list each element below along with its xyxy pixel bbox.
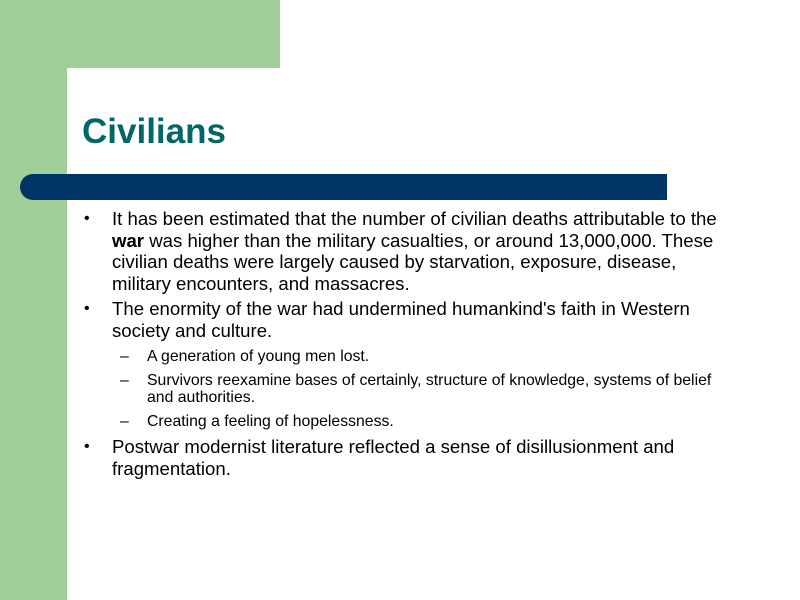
green-side-band: [0, 0, 67, 600]
slide-content: [80, 208, 740, 479]
bullet-text: The enormity of the war had undermined humankind's faith in Western society and culture.: [112, 298, 690, 341]
dash-icon: –: [120, 348, 129, 365]
bullet-text-part: was higher than the military casualties, or around 13,000,000. These civilian deaths were largely caused by starvation, exposure, disease, military encounters, and massacres.: [112, 229, 714, 294]
sub-bullet-item: [80, 413, 740, 431]
sub-bullet-item: [80, 372, 740, 407]
bullet-bold-word: war: [112, 229, 145, 251]
dash-icon: –: [120, 412, 129, 430]
bullet-dot-icon: •: [84, 210, 90, 227]
bullet-enormity: [80, 298, 740, 341]
slide-title: Civilians: [82, 112, 226, 151]
green-top-band: [0, 0, 280, 68]
sub-bullet-text: A generation of young men lost.: [147, 348, 370, 365]
sub-bullet-text: Creating a feeling of hopelessness.: [147, 412, 394, 430]
title-underline-bar: [20, 174, 667, 200]
rounded-corner: [67, 68, 107, 108]
sub-bullet-list: [80, 348, 740, 430]
bullet-dot-icon: •: [84, 438, 90, 455]
bullet-text: Postwar modernist literature reflected a sense of disillusionment and fragmentation.: [112, 436, 675, 479]
bullet-postwar-literature: [80, 436, 740, 479]
bullet-civilian-deaths: [80, 208, 740, 294]
sub-bullet-text: Survivors reexamine bases of certainly, structure of knowledge, systems of belief and authorities.: [147, 371, 712, 406]
sub-bullet-item: [80, 348, 740, 366]
bullet-dot-icon: •: [84, 300, 90, 317]
bullet-text-part: It has been estimated that the number of civilian deaths attributable to the: [112, 208, 717, 229]
dash-icon: –: [120, 371, 129, 389]
